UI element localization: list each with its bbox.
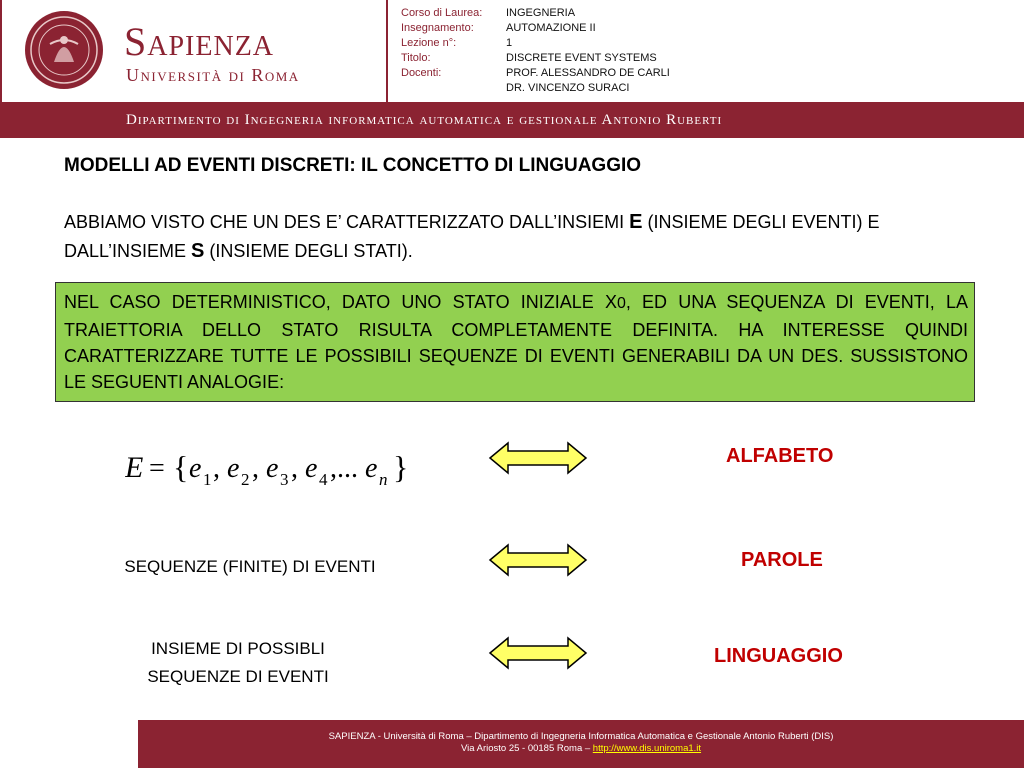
double-arrow-icon: [488, 636, 588, 670]
info-row-teachers: [401, 67, 670, 80]
info-row-teacher-2: [401, 82, 629, 95]
slide-title: MODELLI AD EVENTI DISCRETI: IL CONCETTO DI LINGUAGGIO: [64, 155, 642, 176]
info-label: Insegnamento:: [401, 22, 474, 34]
formula-comma: ,: [213, 453, 220, 484]
formula-eq: =: [149, 453, 165, 484]
intro-paragraph: [64, 208, 944, 266]
sapienza-seal-icon: [24, 10, 104, 90]
box-subscript: 0: [616, 295, 626, 312]
double-arrow-icon: [488, 441, 588, 475]
analogy-words: PAROLE: [741, 549, 823, 571]
formula-sub2: 2: [241, 470, 250, 489]
formula-e4: e: [305, 453, 318, 484]
info-row-subject: [401, 22, 596, 35]
intro-text: (INSIEME DEGLI STATI).: [204, 241, 413, 261]
footer-address-line2: [138, 743, 1024, 755]
info-value: AUTOMAZIONE II: [506, 22, 596, 34]
footer: [138, 720, 1024, 768]
department-name: Dipartimento di Ingegneria informatica automatica e gestionale Antonio Ruberti: [126, 112, 723, 128]
intro-text: (INSIEME DEGLI EVENTI) E DALL’INSIEME: [64, 212, 880, 261]
formula-sub4: 4: [319, 470, 328, 489]
analogy-alphabet: ALFABETO: [726, 445, 834, 467]
info-row-course: [401, 7, 575, 20]
formula-comma: ,: [252, 453, 259, 484]
analogy-language: LINGUAGGIO: [714, 645, 843, 667]
intro-set-s: S: [191, 240, 205, 262]
course-info-box: [388, 0, 1024, 102]
box-text: , ED UNA SEQUENZA DI EVENTI, LA TRAIETTORIA DELLO STATO RISULTA COMPLETAMENTE DEFINITA. HA INTERESSE QUINDI CARATTERIZZARE TUTTE LE POSSIBILI SEQUENZE DI EVENTI GENERABILI DA UN DES. SUSSISTONO LE SEGUENTI ANALOGIE:: [64, 292, 968, 392]
info-value: INGEGNERIA: [506, 7, 576, 19]
formula-comma: ,: [291, 453, 298, 484]
footer-street: Via Ariosto 25 - 00185 Roma –: [460, 743, 593, 754]
footer-address-line1: SAPIENZA - Università di Roma – Dipartimento di Ingegneria Informatica Automatica e Gestionale Antonio Ruberti (DIS): [328, 731, 834, 742]
info-value: 1: [506, 37, 513, 49]
formula-sub3: 3: [280, 470, 289, 489]
formula-e1: e: [189, 453, 202, 484]
formula-sub1: 1: [203, 470, 212, 489]
analogy-left-set-line1: INSIEME DI POSSIBLI: [151, 639, 325, 658]
info-value: PROF. ALESSANDRO DE CARLI: [506, 67, 670, 79]
formula-e2: e: [227, 453, 240, 484]
formula-lhs: E: [125, 451, 144, 484]
deterministic-case-box: [55, 282, 975, 402]
info-value: DR. VINCENZO SURACI: [506, 82, 630, 94]
formula-subn: n: [379, 470, 388, 489]
university-city: Università di Roma: [126, 65, 300, 85]
intro-set-e: E: [629, 211, 643, 233]
info-label: [401, 82, 506, 95]
formula-e3: e: [266, 453, 279, 484]
intro-text: ABBIAMO VISTO CHE UN DES E’ CARATTERIZZATO DALL’INSIEMI: [64, 212, 630, 232]
info-row-title: [401, 52, 657, 65]
info-label: Lezione n°:: [401, 37, 457, 49]
info-label: Titolo:: [401, 52, 431, 64]
footer-website-link[interactable]: http://www.dis.uniroma1.it: [592, 743, 702, 754]
formula-en: e: [365, 453, 378, 484]
info-value: DISCRETE EVENT SYSTEMS: [506, 52, 657, 64]
analogy-left-sequences: SEQUENZE (FINITE) DI EVENTI: [124, 557, 376, 576]
double-arrow-icon: [488, 543, 588, 577]
info-label: Docenti:: [401, 67, 442, 79]
analogy-left-set-line2: SEQUENZE DI EVENTI: [147, 667, 329, 686]
box-text: NEL CASO DETERMINISTICO, DATO UNO STATO INIZIALE X: [64, 292, 617, 312]
formula-brace-open: {: [173, 449, 189, 485]
info-label: Corso di Laurea:: [401, 7, 483, 19]
formula-dots: ,...: [330, 453, 358, 484]
formula-brace-close: }: [393, 449, 409, 485]
event-set-formula: [125, 444, 425, 494]
university-logo-area: [2, 0, 386, 102]
university-name: Sapienza: [124, 19, 275, 64]
info-row-lesson: [401, 37, 512, 50]
